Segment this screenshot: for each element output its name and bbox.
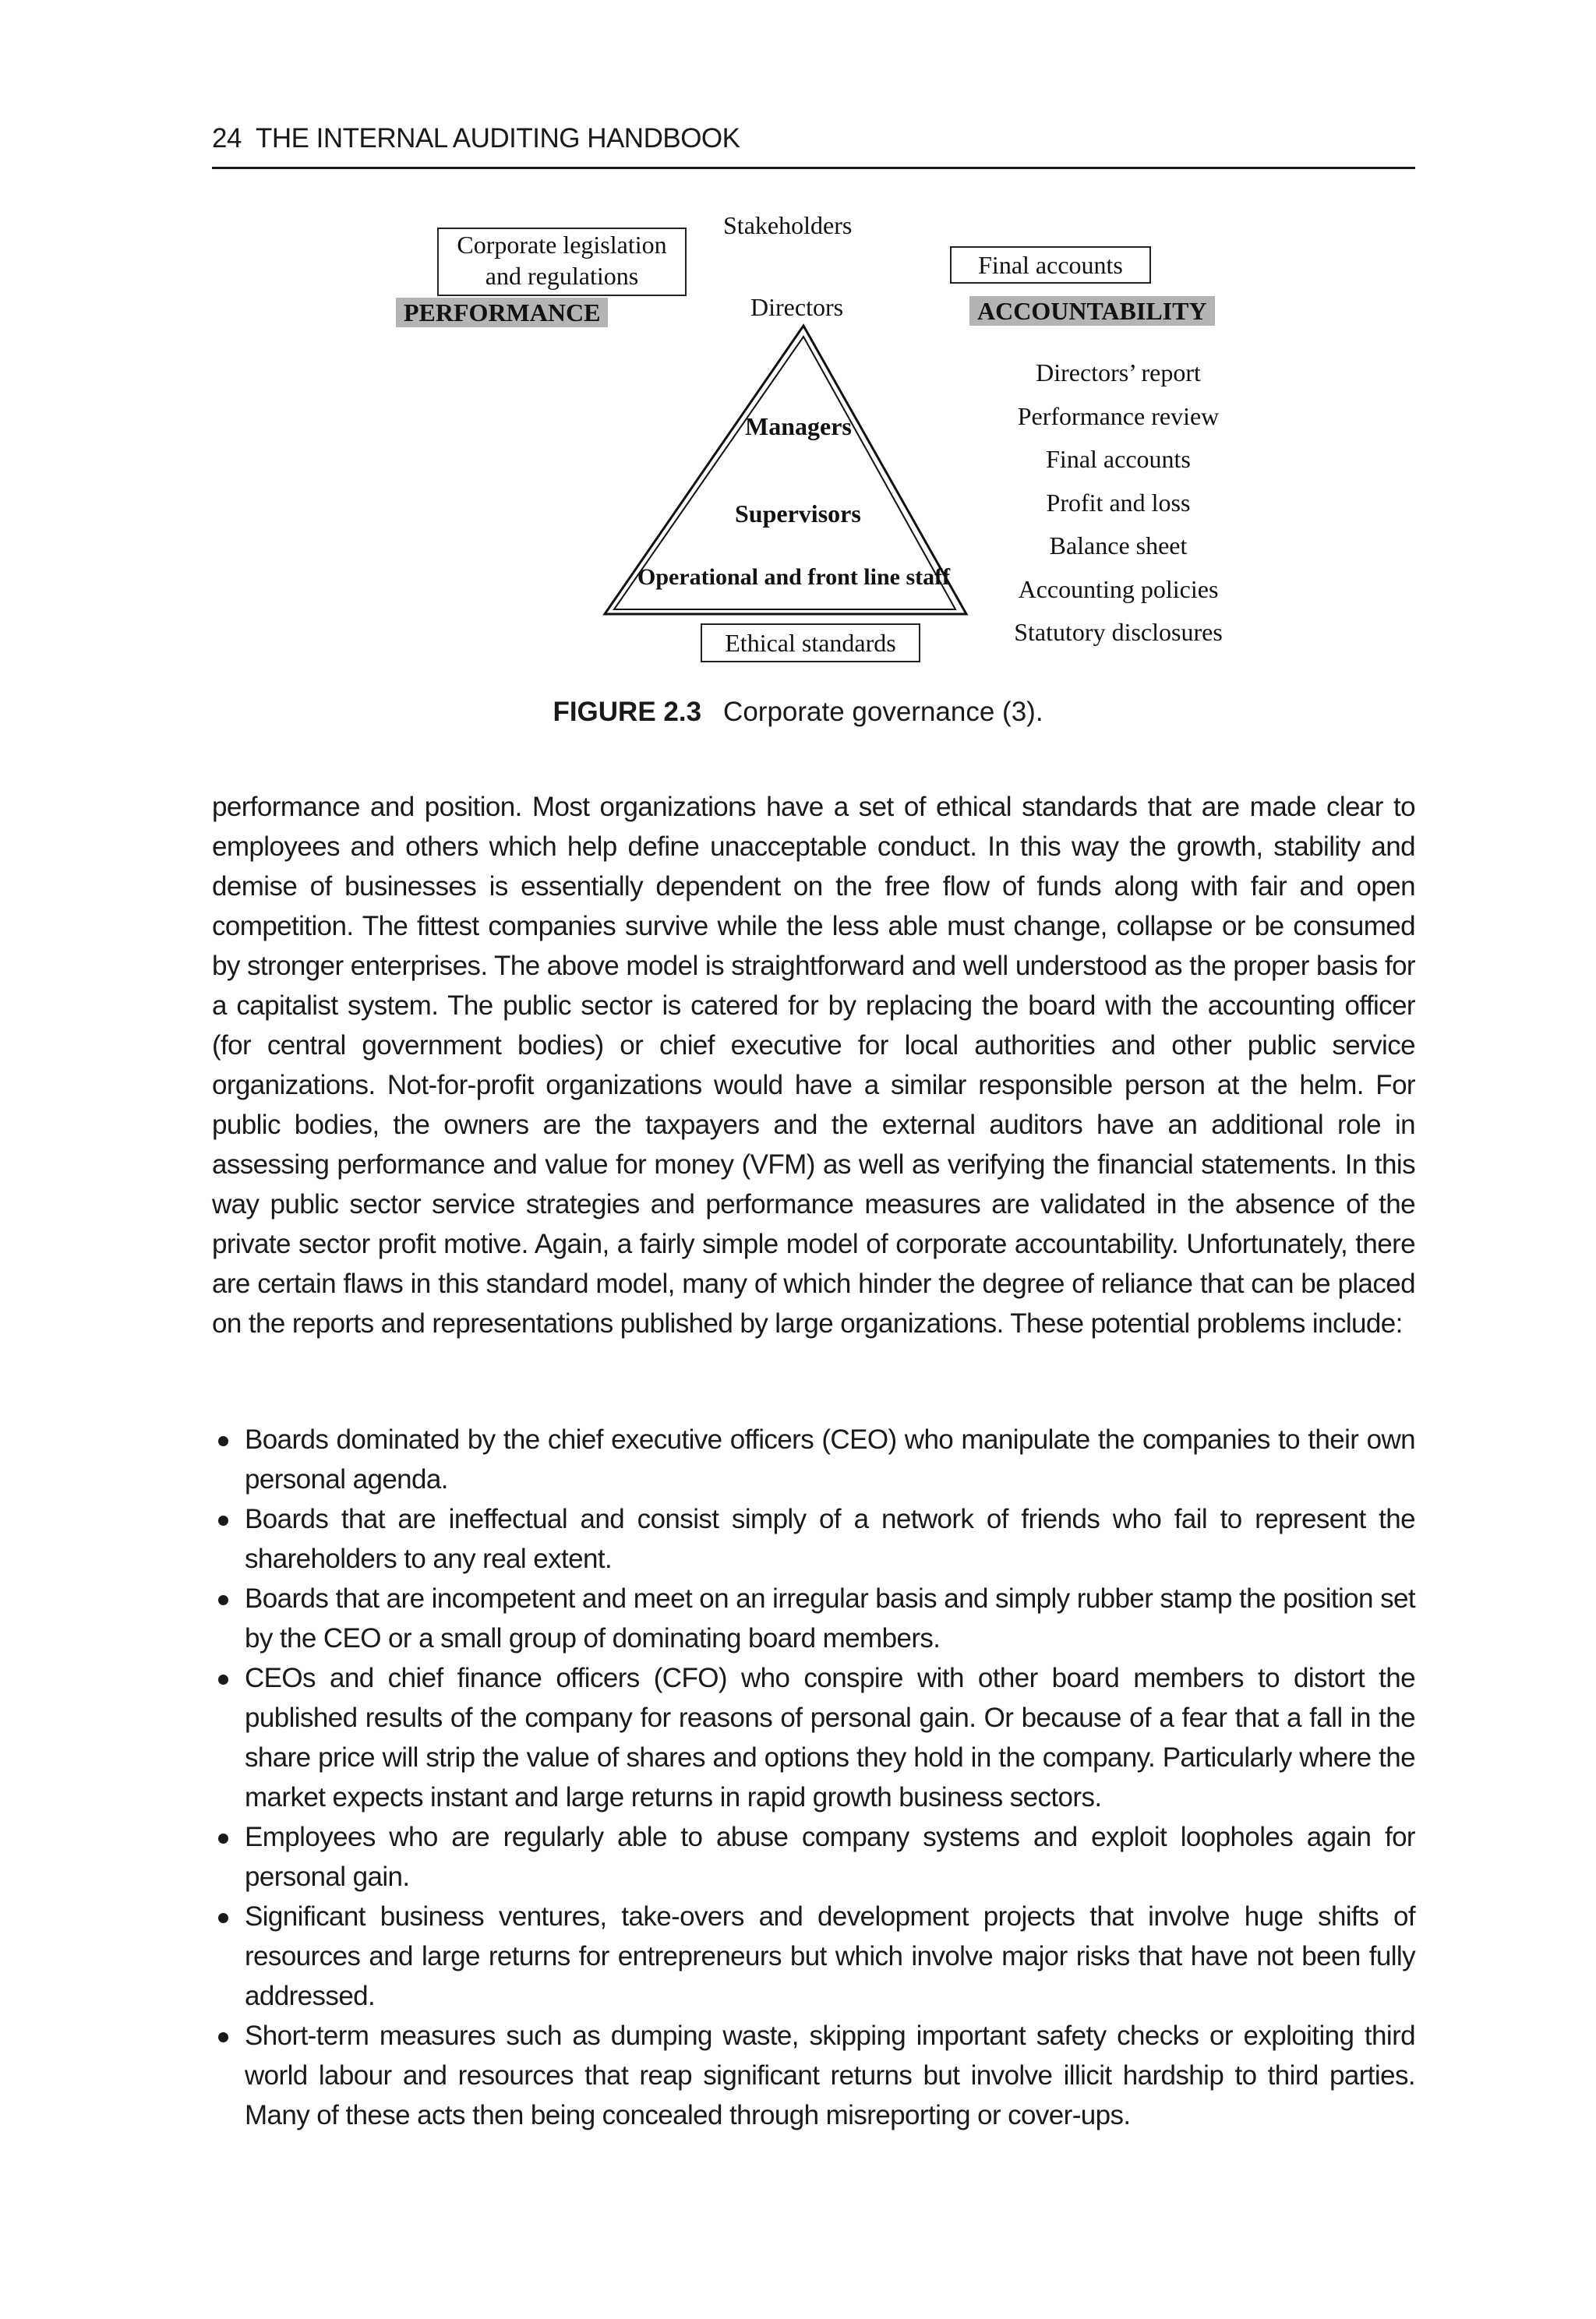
label-operational-staff: Operational and front line staff: [637, 564, 951, 590]
list-item-text: Short-term measures such as dumping waste, skipping important safety checks or exploiting third world labour and resources that reap significant returns but involve illicit hardship to third parties. Many of these acts then being concealed through misreporting or cover-ups.: [245, 2021, 1415, 2130]
list-item: Balance sheet: [1049, 531, 1188, 559]
label-performance: PERFORMANCE: [396, 298, 608, 327]
list-item: [212, 1420, 1415, 1499]
label-directors: Directors: [750, 293, 844, 321]
list-item-text: Boards that are incompetent and meet on an irregular basis and simply rubber stamp the position set by the CEO or a small group of dominating board members.: [245, 1583, 1415, 1654]
list-item: [212, 1658, 1415, 1817]
list-item: Directors’ report: [1036, 358, 1201, 386]
list-item-text: Employees who are regularly able to abuse company systems and exploit loopholes again for personal gain.: [245, 1822, 1415, 1892]
box-corporate-legislation: [437, 228, 687, 296]
label-corporate-legislation: Corporate legislation: [457, 231, 667, 259]
list-item-text: CEOs and chief finance officers (CFO) who conspire with other board members to distort the published results of the company for reasons of personal gain. Or because of a fear that a fall in the share price will strip the value of shares and options they hold in the company. Particularly where the market expects instant and large returns in rapid growth business sectors.: [245, 1663, 1415, 1812]
list-item-text: Boards dominated by the chief executive officers (CEO) who manipulate the companies to their own personal agenda.: [245, 1424, 1415, 1495]
box-final-accounts: Final accounts: [950, 246, 1151, 284]
bullet-dot-icon: [218, 1436, 228, 1446]
bullet-dot-icon: [218, 1595, 228, 1605]
box-ethical-standards: Ethical standards: [701, 623, 920, 662]
page-number: 24: [212, 123, 242, 154]
list-item: [212, 1897, 1415, 2016]
list-item: Statutory disclosures: [1014, 618, 1223, 646]
label-managers: Managers: [745, 412, 852, 440]
label-accountability: ACCOUNTABILITY: [969, 296, 1215, 326]
bullet-dot-icon: [218, 1834, 228, 1844]
bullet-dot-icon: [218, 1913, 228, 1923]
label-stakeholders: Stakeholders: [723, 211, 853, 239]
bullet-dot-icon: [218, 1516, 228, 1526]
list-item: Profit and loss: [1046, 488, 1191, 517]
header-rule: [212, 167, 1415, 169]
label-supervisors: Supervisors: [735, 499, 861, 528]
label-and-regulations: and regulations: [485, 262, 639, 290]
list-item: Performance review: [1017, 401, 1220, 430]
list-item: [212, 1499, 1415, 1579]
figure-caption: [0, 695, 1596, 729]
list-item: [212, 1817, 1415, 1897]
figure-label: FIGURE 2.3: [553, 697, 702, 727]
figure-caption-text: Corporate governance (3).: [723, 697, 1043, 727]
body-paragraph: performance and position. Most organizations have a set of ethical standards that are made clear to employees and others which help define unacceptable conduct. In this way the growth, stability and demise of businesses is essentially dependent on the free flow of funds along with fair and open competition. The fittest companies survive while the less able must change, collapse or be consumed by stronger enterprises. The above model is straightforward and well understood as the proper basis for a capitalist system. The public sector is catered for by replacing the board with the accounting officer (for central government bodies) or chief executive for local authorities and other public service organizations. Not-for-profit organizations would have a similar responsible person at the helm. For public bodies, the owners are the taxpayers and the external auditors have an additional role in assessing performance and value for money (VFM) as well as verifying the financial statements. In this way public sector service strategies and performance measures are validated in the absence of the private sector profit motive. Again, a fairly simple model of corporate accountability. Unfortunately, there are certain flaws in this standard model, many of which hinder the degree of reliance that can be placed on the reports and representations published by large organizations. These potential problems include:: [212, 792, 1415, 1339]
list-item: [212, 1579, 1415, 1658]
book-title: THE INTERNAL AUDITING HANDBOOK: [255, 123, 740, 154]
accountability-items-list: [990, 358, 1247, 662]
list-item: Accounting policies: [1018, 574, 1219, 603]
list-item-text: Boards that are ineffectual and consist simply of a network of friends who fail to represent the shareholders to any real extent.: [245, 1504, 1415, 1574]
problems-list: [212, 1420, 1415, 2135]
list-item: [212, 2016, 1415, 2135]
bullet-dot-icon: [218, 1675, 228, 1685]
list-item-text: Significant business ventures, take-overs and development projects that involve huge shifts of resources and large returns for entrepreneurs but which involve major risks that have not been fully addressed.: [245, 1901, 1415, 2011]
list-item: Final accounts: [1046, 445, 1191, 473]
running-header: [212, 122, 1415, 156]
bullet-dot-icon: [218, 2032, 228, 2042]
